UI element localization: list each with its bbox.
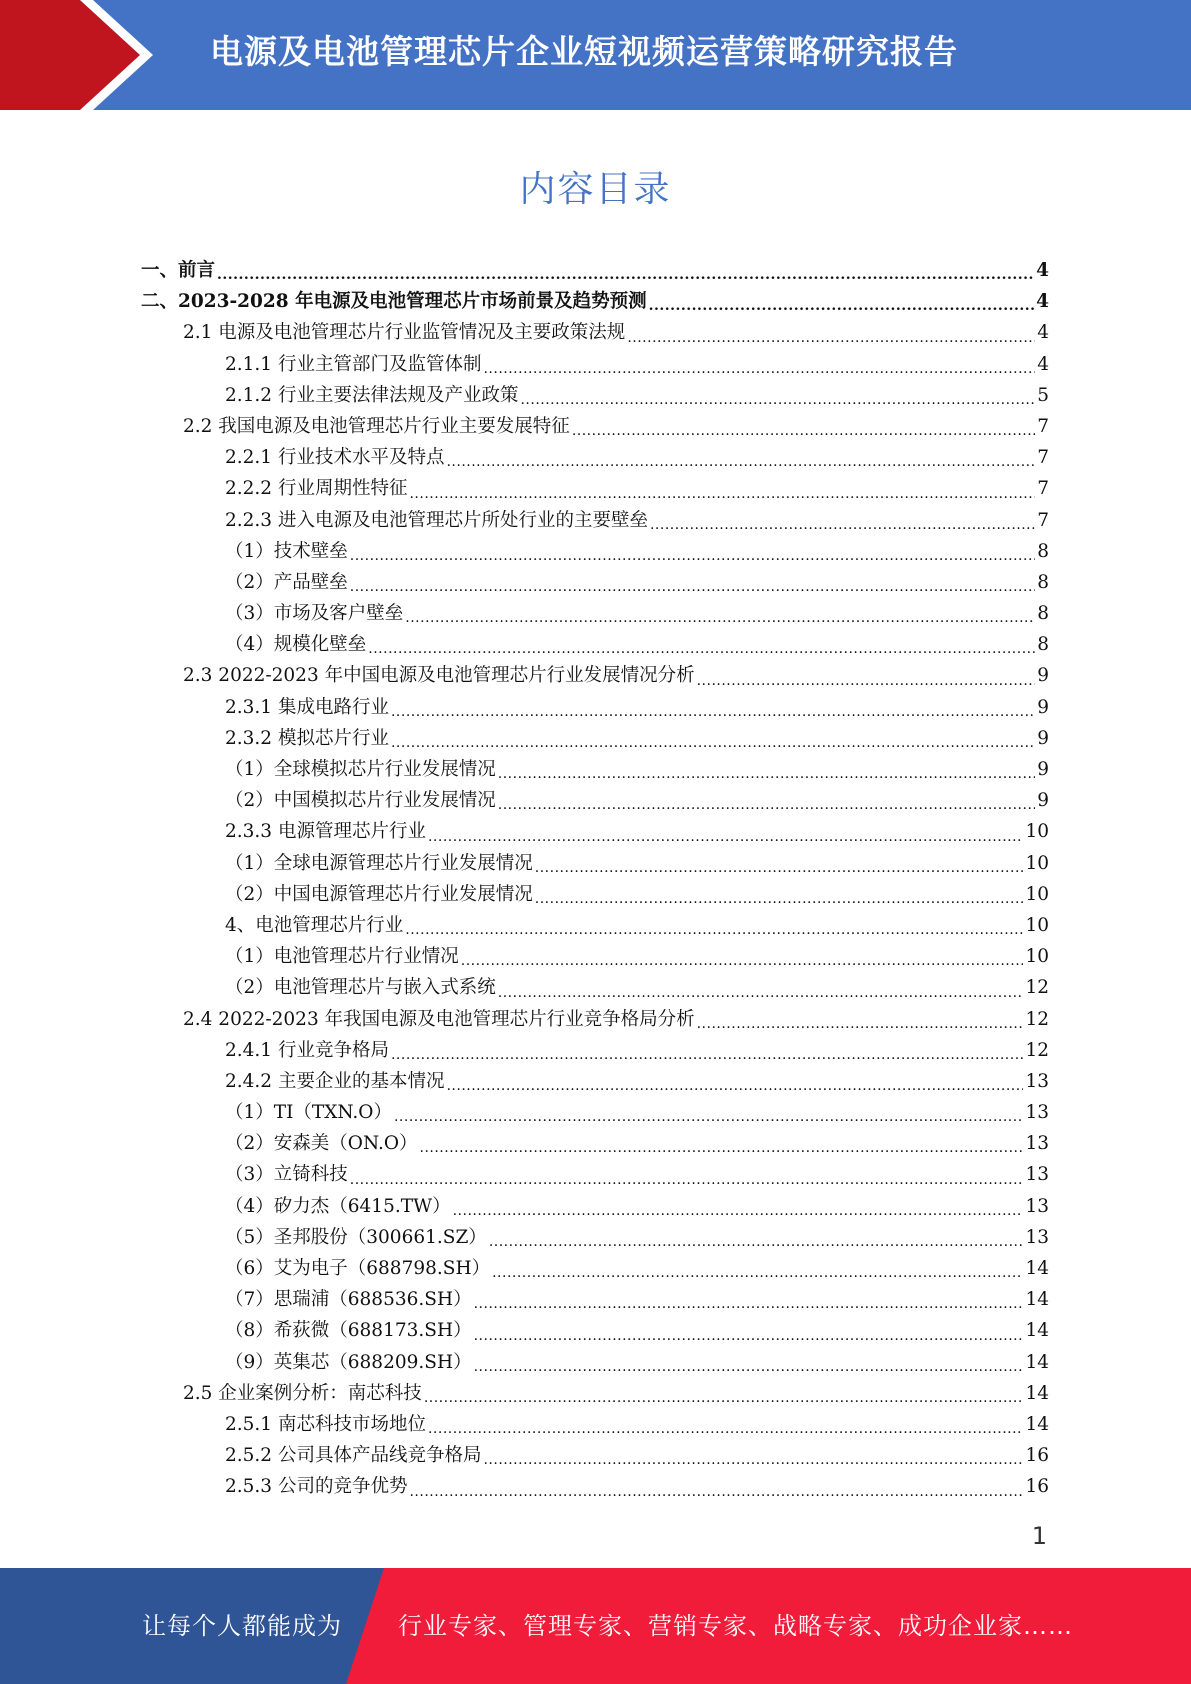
toc-entry-label: （2）产品壁垒 bbox=[225, 571, 348, 593]
toc-entry-page: 13 bbox=[1025, 1195, 1049, 1217]
toc-entry-page: 8 bbox=[1037, 540, 1049, 562]
toc-dot-leader bbox=[650, 512, 1035, 536]
toc-entry-page: 12 bbox=[1025, 1008, 1049, 1030]
toc-entry-label: 2.5.1 南芯科技市场地位 bbox=[225, 1413, 426, 1435]
toc-entry[interactable] bbox=[141, 286, 1049, 317]
toc-entry-page: 14 bbox=[1025, 1382, 1049, 1404]
toc-dot-leader bbox=[428, 824, 1023, 848]
toc-dot-leader bbox=[627, 325, 1035, 349]
toc-entry-page: 10 bbox=[1025, 946, 1049, 968]
toc-entry[interactable] bbox=[141, 1315, 1049, 1346]
toc-entry[interactable] bbox=[141, 816, 1049, 847]
toc-entry-label: （4）规模化壁垒 bbox=[225, 634, 367, 656]
toc-entry-label: （1）电池管理芯片行业情况 bbox=[225, 946, 459, 968]
toc-entry[interactable] bbox=[141, 317, 1049, 348]
page-header bbox=[0, 0, 1191, 110]
toc-entry-label: （2）中国模拟芯片行业发展情况 bbox=[225, 790, 496, 812]
toc-dot-leader bbox=[409, 1479, 1023, 1503]
toc-entry-page: 8 bbox=[1037, 571, 1049, 593]
toc-entry[interactable] bbox=[141, 380, 1049, 411]
toc-dot-leader bbox=[350, 1167, 1024, 1191]
toc-dot-leader bbox=[350, 543, 1035, 567]
toc-entry[interactable] bbox=[141, 1004, 1049, 1035]
toc-entry-label: 2.3.1 集成电路行业 bbox=[225, 696, 389, 718]
toc-dot-leader bbox=[405, 917, 1023, 941]
toc-dot-leader bbox=[428, 1416, 1023, 1440]
toc-entry[interactable] bbox=[141, 785, 1049, 816]
page-number: 1 bbox=[1031, 1522, 1047, 1550]
report-title: 电源及电池管理芯片企业短视频运营策略研究报告 bbox=[210, 32, 958, 71]
toc-entry[interactable] bbox=[141, 1284, 1049, 1315]
toc-dot-leader bbox=[446, 449, 1035, 473]
toc-entry-page: 14 bbox=[1025, 1289, 1049, 1311]
table-of-contents bbox=[141, 255, 1049, 1503]
toc-dot-leader bbox=[697, 1011, 1024, 1035]
toc-dot-leader bbox=[405, 605, 1035, 629]
toc-entry-page: 9 bbox=[1037, 790, 1049, 812]
toc-entry-label: （2）中国电源管理芯片行业发展情况 bbox=[225, 883, 533, 905]
toc-entry[interactable] bbox=[141, 754, 1049, 785]
toc-entry[interactable] bbox=[141, 1471, 1049, 1502]
toc-entry[interactable] bbox=[141, 349, 1049, 380]
toc-entry-page: 9 bbox=[1037, 759, 1049, 780]
toc-entry-label: 2.2.1 行业技术水平及特点 bbox=[225, 447, 445, 469]
toc-entry-label: （3）立锜科技 bbox=[225, 1164, 348, 1186]
toc-entry-page: 13 bbox=[1025, 1102, 1049, 1124]
toc-entry-label: 2.2 我国电源及电池管理芯片行业主要发展特征 bbox=[183, 415, 570, 437]
toc-entry-page: 9 bbox=[1037, 696, 1049, 718]
toc-entry-label: （2）安森美（ON.O） bbox=[225, 1133, 418, 1155]
toc-dot-leader bbox=[391, 1042, 1023, 1066]
toc-entry-label: 二、2023-2028 年电源及电池管理芯片市场前景及趋势预测 bbox=[141, 291, 647, 313]
toc-entry-label: 2.4.1 行业竞争格局 bbox=[225, 1039, 389, 1061]
toc-dot-leader bbox=[368, 636, 1035, 660]
toc-entry-label: 2.3 2022-2023 年中国电源及电池管理芯片行业发展情况分析 bbox=[183, 665, 695, 687]
toc-entry[interactable] bbox=[141, 567, 1049, 598]
toc-entry-page: 4 bbox=[1037, 322, 1049, 344]
toc-dot-leader bbox=[409, 481, 1035, 505]
toc-entry[interactable] bbox=[141, 505, 1049, 536]
toc-entry[interactable] bbox=[141, 442, 1049, 473]
toc-entry-page: 4 bbox=[1036, 260, 1049, 281]
toc-entry[interactable] bbox=[141, 848, 1049, 879]
toc-dot-leader bbox=[535, 855, 1024, 879]
toc-entry-label: （1）全球电源管理芯片行业发展情况 bbox=[225, 852, 533, 874]
toc-entry-label: （9）英集芯（688209.SH） bbox=[225, 1351, 472, 1373]
toc-entry-label: 一、前言 bbox=[141, 260, 216, 281]
toc-dot-leader bbox=[391, 730, 1035, 754]
toc-entry[interactable] bbox=[141, 660, 1049, 691]
toc-entry-label: 2.1.1 行业主管部门及监管体制 bbox=[225, 353, 482, 375]
toc-entry-page: 7 bbox=[1037, 415, 1049, 437]
toc-dot-leader bbox=[489, 1229, 1024, 1253]
toc-entry-label: 2.1.2 行业主要法律法规及产业政策 bbox=[225, 384, 519, 406]
toc-entry-page: 4 bbox=[1037, 353, 1049, 375]
toc-entry-page: 10 bbox=[1025, 821, 1049, 843]
toc-entry-page: 16 bbox=[1025, 1445, 1049, 1467]
toc-entry-page: 7 bbox=[1037, 509, 1049, 531]
toc-entry-label: 2.5 企业案例分析：南芯科技 bbox=[183, 1382, 422, 1404]
toc-entry-page: 8 bbox=[1037, 634, 1049, 656]
toc-entry-page: 12 bbox=[1025, 1039, 1049, 1061]
toc-entry-page: 10 bbox=[1025, 852, 1049, 874]
toc-entry[interactable] bbox=[141, 411, 1049, 442]
toc-dot-leader bbox=[461, 948, 1024, 972]
toc-dot-leader bbox=[420, 1135, 1024, 1159]
toc-entry-page: 4 bbox=[1036, 291, 1049, 313]
toc-entry[interactable] bbox=[141, 1159, 1049, 1190]
toc-entry[interactable] bbox=[141, 723, 1049, 754]
toc-dot-leader bbox=[520, 387, 1035, 411]
toc-heading: 内容目录 bbox=[519, 169, 672, 210]
toc-entry-label: （8）希荻微（688173.SH） bbox=[225, 1320, 472, 1342]
footer-slogan-left: 让每个人都能成为 bbox=[142, 1612, 342, 1640]
toc-entry-label: （1）TI（TXN.O） bbox=[225, 1102, 392, 1124]
toc-entry-label: 4、电池管理芯片行业 bbox=[225, 914, 404, 936]
toc-entry-page: 14 bbox=[1025, 1258, 1049, 1279]
toc-entry-label: 2.1 电源及电池管理芯片行业监管情况及主要政策法规 bbox=[183, 322, 626, 344]
toc-dot-leader bbox=[474, 1323, 1024, 1347]
toc-entry-label: （7）思瑞浦（688536.SH） bbox=[225, 1289, 472, 1311]
toc-entry-page: 8 bbox=[1037, 603, 1049, 625]
toc-entry-label: （4）矽力杰（6415.TW） bbox=[225, 1195, 451, 1217]
toc-entry[interactable] bbox=[141, 536, 1049, 567]
toc-entry-label: 2.2.2 行业周期性特征 bbox=[225, 478, 408, 500]
toc-dot-leader bbox=[394, 1104, 1023, 1128]
toc-entry-page: 12 bbox=[1025, 977, 1049, 999]
toc-entry[interactable] bbox=[141, 1097, 1049, 1128]
toc-entry[interactable] bbox=[141, 1378, 1049, 1409]
toc-entry[interactable] bbox=[141, 1035, 1049, 1066]
toc-entry-page: 13 bbox=[1025, 1164, 1049, 1186]
toc-entry-page: 13 bbox=[1025, 1070, 1049, 1092]
toc-entry-label: 2.3.3 电源管理芯片行业 bbox=[225, 821, 426, 843]
toc-dot-leader bbox=[483, 356, 1035, 380]
toc-entry[interactable] bbox=[141, 1066, 1049, 1097]
toc-entry[interactable] bbox=[141, 1409, 1049, 1440]
toc-entry-label: （2）电池管理芯片与嵌入式系统 bbox=[225, 977, 496, 999]
toc-dot-leader bbox=[217, 262, 1034, 286]
toc-dot-leader bbox=[649, 293, 1035, 317]
toc-entry-page: 13 bbox=[1025, 1133, 1049, 1155]
toc-entry-label: （5）圣邦股份（300661.SZ） bbox=[225, 1226, 487, 1248]
toc-dot-leader bbox=[446, 1073, 1023, 1097]
toc-entry-page: 13 bbox=[1025, 1226, 1049, 1248]
toc-dot-leader bbox=[697, 668, 1036, 692]
toc-entry[interactable] bbox=[141, 1347, 1049, 1378]
toc-dot-leader bbox=[492, 1260, 1023, 1284]
toc-entry-page: 10 bbox=[1025, 883, 1049, 905]
footer-slogan-right: 行业专家、管理专家、营销专家、战略专家、成功企业家…… bbox=[398, 1612, 1073, 1640]
toc-entry[interactable] bbox=[141, 1191, 1049, 1222]
toc-entry-page: 9 bbox=[1037, 665, 1049, 687]
toc-entry-page: 9 bbox=[1037, 727, 1049, 749]
toc-dot-leader bbox=[391, 699, 1035, 723]
toc-entry[interactable] bbox=[141, 629, 1049, 660]
toc-dot-leader bbox=[498, 761, 1035, 785]
toc-dot-leader bbox=[498, 792, 1035, 816]
toc-dot-leader bbox=[474, 1291, 1024, 1315]
toc-entry-label: （1）全球模拟芯片行业发展情况 bbox=[225, 759, 496, 780]
toc-entry[interactable] bbox=[141, 910, 1049, 941]
toc-dot-leader bbox=[474, 1354, 1024, 1378]
toc-dot-leader bbox=[498, 980, 1024, 1004]
toc-entry-label: （3）市场及客户壁垒 bbox=[225, 603, 404, 625]
toc-dot-leader bbox=[350, 574, 1035, 598]
toc-entry[interactable] bbox=[141, 941, 1049, 972]
toc-entry[interactable] bbox=[141, 1128, 1049, 1159]
toc-dot-leader bbox=[535, 886, 1024, 910]
toc-entry-page: 14 bbox=[1025, 1413, 1049, 1435]
toc-entry[interactable] bbox=[141, 473, 1049, 504]
toc-entry-page: 7 bbox=[1037, 447, 1049, 469]
toc-entry-page: 14 bbox=[1025, 1320, 1049, 1342]
toc-dot-leader bbox=[453, 1198, 1024, 1222]
toc-entry-page: 7 bbox=[1037, 478, 1049, 500]
toc-entry[interactable] bbox=[141, 598, 1049, 629]
toc-entry-label: （1）技术壁垒 bbox=[225, 540, 348, 562]
toc-entry-page: 14 bbox=[1025, 1351, 1049, 1373]
toc-dot-leader bbox=[483, 1447, 1023, 1471]
toc-entry-page: 16 bbox=[1025, 1476, 1049, 1498]
toc-entry-label: （6）艾为电子（688798.SH） bbox=[225, 1258, 491, 1279]
toc-entry-label: 2.2.3 进入电源及电池管理芯片所处行业的主要壁垒 bbox=[225, 509, 648, 531]
toc-entry-label: 2.5.2 公司具体产品线竞争格局 bbox=[225, 1445, 482, 1467]
toc-dot-leader bbox=[424, 1385, 1024, 1409]
toc-entry-page: 5 bbox=[1037, 384, 1049, 406]
toc-entry[interactable] bbox=[141, 1440, 1049, 1471]
page-footer bbox=[0, 1568, 1191, 1684]
toc-entry-label: 2.4.2 主要企业的基本情况 bbox=[225, 1070, 445, 1092]
toc-entry[interactable] bbox=[141, 1253, 1049, 1284]
toc-entry-label: 2.3.2 模拟芯片行业 bbox=[225, 727, 389, 749]
toc-dot-leader bbox=[572, 418, 1035, 442]
toc-entry[interactable] bbox=[141, 879, 1049, 910]
toc-entry-label: 2.4 2022-2023 年我国电源及电池管理芯片行业竞争格局分析 bbox=[183, 1008, 695, 1030]
toc-entry-label: 2.5.3 公司的竞争优势 bbox=[225, 1476, 408, 1498]
toc-entry[interactable] bbox=[141, 1222, 1049, 1253]
toc-entry[interactable] bbox=[141, 972, 1049, 1003]
header-arrow-decoration bbox=[0, 0, 160, 110]
toc-entry[interactable] bbox=[141, 255, 1049, 286]
toc-entry[interactable] bbox=[141, 692, 1049, 723]
toc-entry-page: 10 bbox=[1025, 914, 1049, 936]
